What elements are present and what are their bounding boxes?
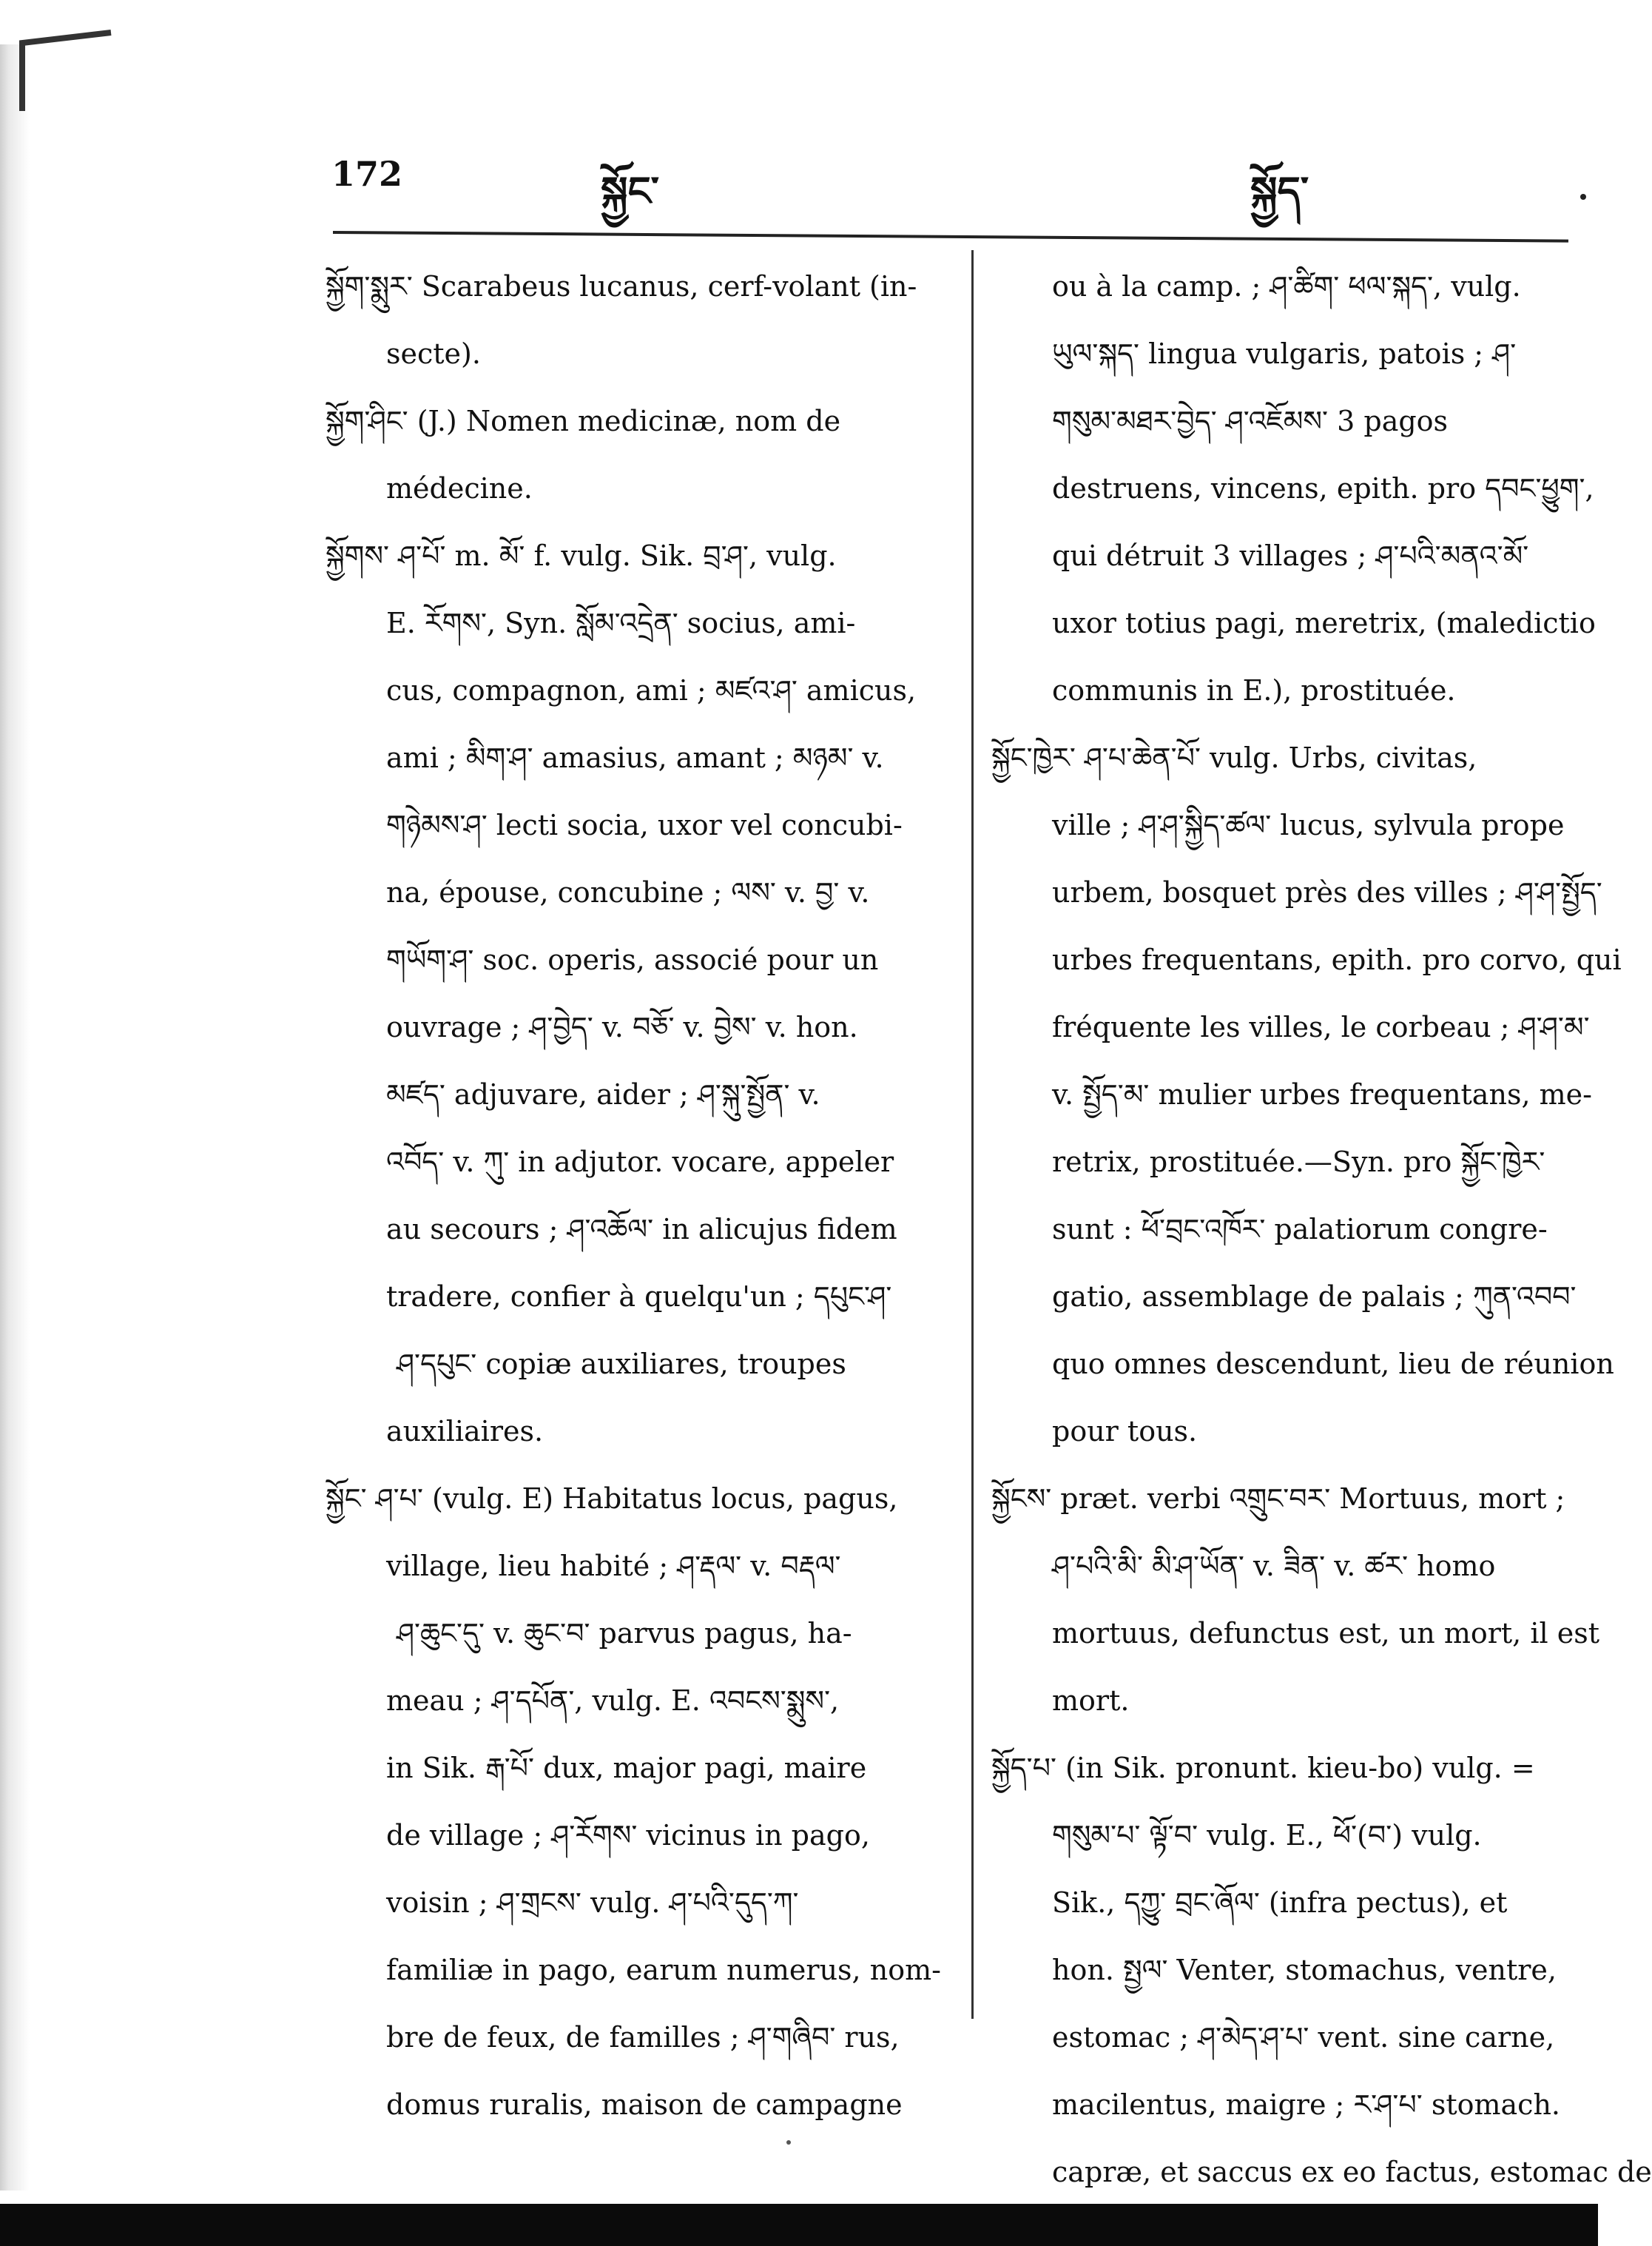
running-headword-left: སྐྱོང་	[601, 167, 659, 215]
dictionary-line: retrix, prostituée.—Syn. pro སྐྱོང་ཁྱེར་	[1052, 1146, 1545, 1178]
corner-bracket-mark	[0, 0, 118, 118]
dictionary-line: ville ; ཤ་ཤ་སྐྱིད་ཚལ་ lucus, sylvula prope	[1052, 809, 1565, 841]
dictionary-line: voisin ; ཤ་གྲངས་ vulg. ཤ་པའི་དུད་ཀ་	[386, 1886, 799, 1919]
dictionary-line: སྐྱོངས་ præt. verbi འགྲུང་བར་ Mortuus, mort ;	[991, 1482, 1565, 1515]
dictionary-line: communis in E.), prostituée.	[1052, 674, 1456, 707]
dictionary-line: མཛད་ adjuvare, aider ; ཤ་སྐུ་སྤྱོན་ v.	[386, 1078, 820, 1111]
dictionary-line: Sik., དཀྱུ་ བྲང་ཞོལ་ (infra pectus), et	[1052, 1886, 1508, 1919]
dictionary-line: སྐྱོང་ཁྱེར་ ཤ་པ་ཆེན་པོ་ vulg. Urbs, civitas,	[991, 742, 1477, 774]
dictionary-line: na, épouse, concubine ; ལས་ v. བྱ་ v.	[386, 876, 870, 909]
dictionary-line: འབོད་ v. ཀུ་ in adjutor. vocare, appeler	[386, 1146, 894, 1178]
dictionary-line: tradere, confier à quelqu'un ; དཔུང་ཤ་	[386, 1280, 892, 1313]
dictionary-line: secte).	[386, 337, 481, 370]
left-column	[326, 253, 940, 2139]
dictionary-line: uxor totius pagi, meretrix, (maledictio	[1052, 607, 1596, 639]
right-column	[991, 253, 1652, 2206]
dictionary-line: village, lieu habité ; ཤ་རྡལ་ v. བརྡལ་	[386, 1550, 841, 1582]
running-headword-right: སྐྱོད་	[1250, 167, 1309, 215]
dictionary-line: ami ; མིག་ཤ་ amasius, amant ; མཉམ་ v.	[386, 742, 884, 774]
dictionary-line: sunt : ཕོ་བྲང་འཁོར་ palatiorum congre-	[1052, 1213, 1548, 1245]
column-divider	[971, 250, 974, 2019]
dictionary-line: v. སྤྱོད་མ་ mulier urbes frequentans, me-	[1052, 1078, 1592, 1111]
dictionary-line: ouvrage ; ཤ་བྱེད་ v. བཅོ་ v. བྱེས་ v. hon.	[386, 1011, 858, 1043]
dictionary-line: gatio, assemblage de palais ; ཀུན་འབབ་	[1052, 1280, 1577, 1313]
dictionary-line: domus ruralis, maison de campagne	[386, 2088, 903, 2121]
dictionary-line: urbes frequentans, epith. pro corvo, qui	[1052, 944, 1622, 976]
dictionary-line: familiæ in pago, earum numerus, nom-	[386, 1954, 941, 1986]
dictionary-line: mortuus, defunctus est, un mort, il est	[1052, 1617, 1599, 1650]
dictionary-line: au secours ; ཤ་འཆོལ་ in alicujus fidem	[386, 1213, 897, 1245]
dictionary-line: capræ, et saccus ex eo factus, estomac de	[1052, 2156, 1652, 2188]
dictionary-line: གཡོག་ཤ་ soc. operis, associé pour un	[386, 944, 879, 976]
dictionary-line: fréquente les villes, le corbeau ; ཤ་ཤ་མ་	[1052, 1011, 1590, 1043]
dictionary-line: macilentus, maigre ; ར་ཤ་པ་ stomach.	[1052, 2088, 1561, 2121]
dictionary-line: སྐྱོག་སྨུར་ Scarabeus lucanus, cerf-volant (in-	[326, 270, 917, 303]
dictionary-line: bre de feux, de familles ; ཤ་གཞིབ་ rus,	[386, 2021, 900, 2054]
dictionary-line: སྐྱོད་པ་ (in Sik. pronunt. kieu-bo) vulg. =	[991, 1752, 1535, 1784]
dictionary-line: de village ; ཤ་རོགས་ vicinus in pago,	[386, 1819, 870, 1852]
dictionary-line: médecine.	[386, 472, 533, 505]
dictionary-line: estomac ; ཤ་མེད་ཤ་པ་ vent. sine carne,	[1052, 2021, 1555, 2054]
dictionary-line: གསུམ་མཐར་བྱེད་ ཤ་འཇོམས་ 3 pagos	[1052, 405, 1449, 437]
dictionary-line: hon. སྤྱལ་ Venter, stomachus, ventre,	[1052, 1954, 1557, 1986]
header-rule	[333, 231, 1568, 243]
dictionary-line: ཡུལ་སྐད་ lingua vulgaris, patois ; ཤ་	[1052, 337, 1517, 370]
dictionary-line: ou à la camp. ; ཤ་ཚིག་ ཕལ་སྐད་, vulg.	[1052, 270, 1521, 303]
page-speck	[786, 2140, 791, 2145]
dictionary-line: སྐྱོག་ཤིང་ (J.) Nomen medicinæ, nom de	[326, 405, 841, 437]
dictionary-line: qui détruit 3 villages ; ཤ་པའི་མནའ་མོ་	[1052, 539, 1529, 572]
dictionary-line: གསུམ་པ་ ལྟོ་བ་ vulg. E., ཕོ་(བ་) vulg.	[1052, 1819, 1482, 1852]
dictionary-line: ཤ་ཆུང་དུ་ v. ཆུང་བ་ parvus pagus, ha-	[397, 1617, 852, 1650]
dictionary-line: ཤ་དཔུང་ copiæ auxiliares, troupes	[397, 1348, 846, 1380]
dictionary-line: quo omnes descendunt, lieu de réunion	[1052, 1348, 1614, 1380]
dictionary-line: auxiliaires.	[386, 1415, 544, 1448]
dictionary-line: in Sik. རྒ་པོ་ dux, major pagi, maire	[386, 1752, 867, 1784]
dictionary-line: སྐྱོང་ ཤ་པ་ (vulg. E) Habitatus locus, pagus,	[326, 1482, 898, 1515]
scan-bottom-bar	[0, 2204, 1598, 2246]
dictionary-line: སྐྱོགས་ ཤ་པོ་ m. མོ་ f. vulg. Sik. བྲ་ཤ་, vulg.	[326, 539, 837, 572]
dictionary-line: ཤ་པའི་མི་ མི་ཤ་ཡོན་ v. ཟིན་ v. ཚར་ homo	[1052, 1550, 1496, 1582]
page-left-edge-shadow	[0, 44, 30, 2190]
dictionary-line: E. རོགས་, Syn. སློམ་འདྲེན་ socius, ami-	[386, 607, 856, 639]
dictionary-line: destruens, vincens, epith. pro དབང་ཕྱུག་,	[1052, 472, 1594, 505]
dictionary-line: urbem, bosquet près des villes ; ཤ་ཤ་སྤྱོད་	[1052, 876, 1602, 909]
dictionary-line: mort.	[1052, 1684, 1130, 1717]
dictionary-line: གཉེམས་ཤ་ lecti socia, uxor vel concubi-	[386, 809, 903, 841]
dictionary-line: pour tous.	[1052, 1415, 1198, 1448]
page-number: 172	[331, 154, 403, 194]
dictionary-line: meau ; ཤ་དཔོན་, vulg. E. འབངས་སྨུས་,	[386, 1684, 840, 1717]
dictionary-line: cus, compagnon, ami ; མཛའ་ཤ་ amicus,	[386, 674, 917, 707]
margin-dot	[1580, 194, 1586, 200]
